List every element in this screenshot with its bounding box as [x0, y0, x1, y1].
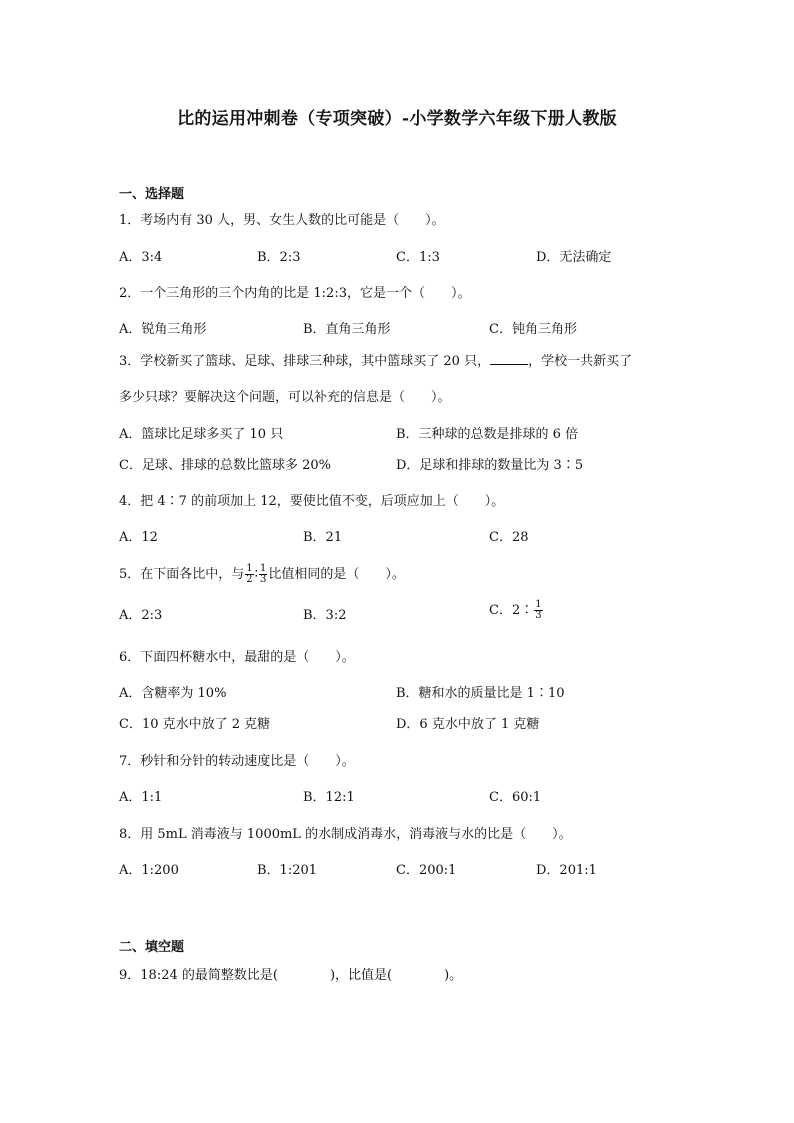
- q5-text-b: 比值相同的是（ ）。: [268, 567, 405, 582]
- question-9: 9．18:24 的最简整数比是( )，比值是( )。: [119, 968, 463, 983]
- q5-option-c-fraction: $\frac{1}{3}$: [535, 599, 542, 621]
- q3-option-b: B．三种球的总数是排球的 6 倍: [396, 427, 579, 442]
- q8-option-c: C．200:1: [396, 863, 457, 878]
- q3-option-c: C．足球、排球的总数比篮球多 20%: [119, 458, 331, 473]
- q4-option-a: A．12: [119, 530, 158, 545]
- question-2: 2．一个三角形的三个内角的比是 1:2:3，它是一个（ ）。: [119, 286, 471, 301]
- question-1: 1．考场内有 30 人，男、女生人数的比可能是（ ）。: [119, 213, 445, 228]
- question-5: [119, 564, 405, 585]
- q1-option-a: A．3:4: [119, 250, 163, 265]
- q2-option-b: B．直角三角形: [303, 322, 391, 337]
- q7-option-c: C．60:1: [489, 790, 542, 805]
- q3-option-a: A．篮球比足球多买了 10 只: [119, 427, 284, 442]
- q8-option-b: B．1:201: [257, 863, 318, 878]
- q3-option-d: D．足球和排球的数量比为 3∶5: [396, 458, 584, 473]
- q7-option-b: B．12:1: [303, 790, 355, 805]
- q7-option-a: A．1:1: [119, 790, 163, 805]
- q1-option-d: D．无法确定: [536, 250, 612, 265]
- q5-option-b: B．3:2: [303, 608, 347, 623]
- q5-colon: ∶: [254, 567, 259, 582]
- q4-option-b: B．21: [303, 530, 343, 545]
- question-8: 8．用 5mL 消毒液与 1000mL 的水制成消毒水，消毒液与水的比是（ ）。: [119, 827, 572, 842]
- q8-option-d: D．201:1: [536, 863, 597, 878]
- question-4: 4．把 4∶7 的前项加上 12，要使比值不变，后项应加上（ ）。: [119, 494, 505, 509]
- q3-blank: [490, 353, 528, 365]
- q6-option-b: B．糖和水的质量比是 1∶10: [396, 686, 565, 701]
- q6-option-a: A．含糖率为 10%: [119, 686, 227, 701]
- q6-option-c: C．10 克水中放了 2 克糖: [119, 717, 271, 732]
- question-7: 7．秒针和分针的转动速度比是（ ）。: [119, 754, 355, 769]
- q3-text-b: ，学校一共新买了: [528, 354, 633, 369]
- question-3-line-1: [119, 353, 632, 370]
- section-choice-heading: 一、选择题: [119, 187, 185, 202]
- page-title: 比的运用冲刺卷（专项突破）-小学数学六年级下册人教版: [177, 109, 617, 129]
- q2-option-a: A．锐角三角形: [119, 322, 207, 337]
- q1-option-c: C．1:3: [396, 250, 440, 265]
- q5-fraction-2: $\frac{1}{3}$: [260, 563, 267, 585]
- q4-option-c: C．28: [489, 530, 529, 545]
- question-6: 6．下面四杯糖水中，最甜的是（ ）。: [119, 650, 355, 665]
- q5-option-a: A．2:3: [119, 608, 163, 623]
- question-3-line-2: 多少只球？要解决这个问题，可以补充的信息是（ ）。: [119, 390, 451, 405]
- q2-option-c: C．钝角三角形: [489, 322, 577, 337]
- q3-text-a: 3．学校新买了篮球、足球、排球三种球，其中篮球买了 20 只，: [119, 354, 491, 369]
- section-fill-heading: 二、填空题: [119, 940, 185, 955]
- q5-option-c: C．2∶ $\frac{1}{3}$: [489, 599, 542, 621]
- q1-option-b: B．2:3: [257, 250, 301, 265]
- q6-option-d: D．6 克水中放了 1 克糖: [396, 717, 540, 732]
- q8-option-a: A．1:200: [119, 863, 179, 878]
- q5-text-a: 5．在下面各比中，与: [119, 567, 245, 582]
- q5-fraction-1: $\frac{1}{2}$: [246, 563, 253, 585]
